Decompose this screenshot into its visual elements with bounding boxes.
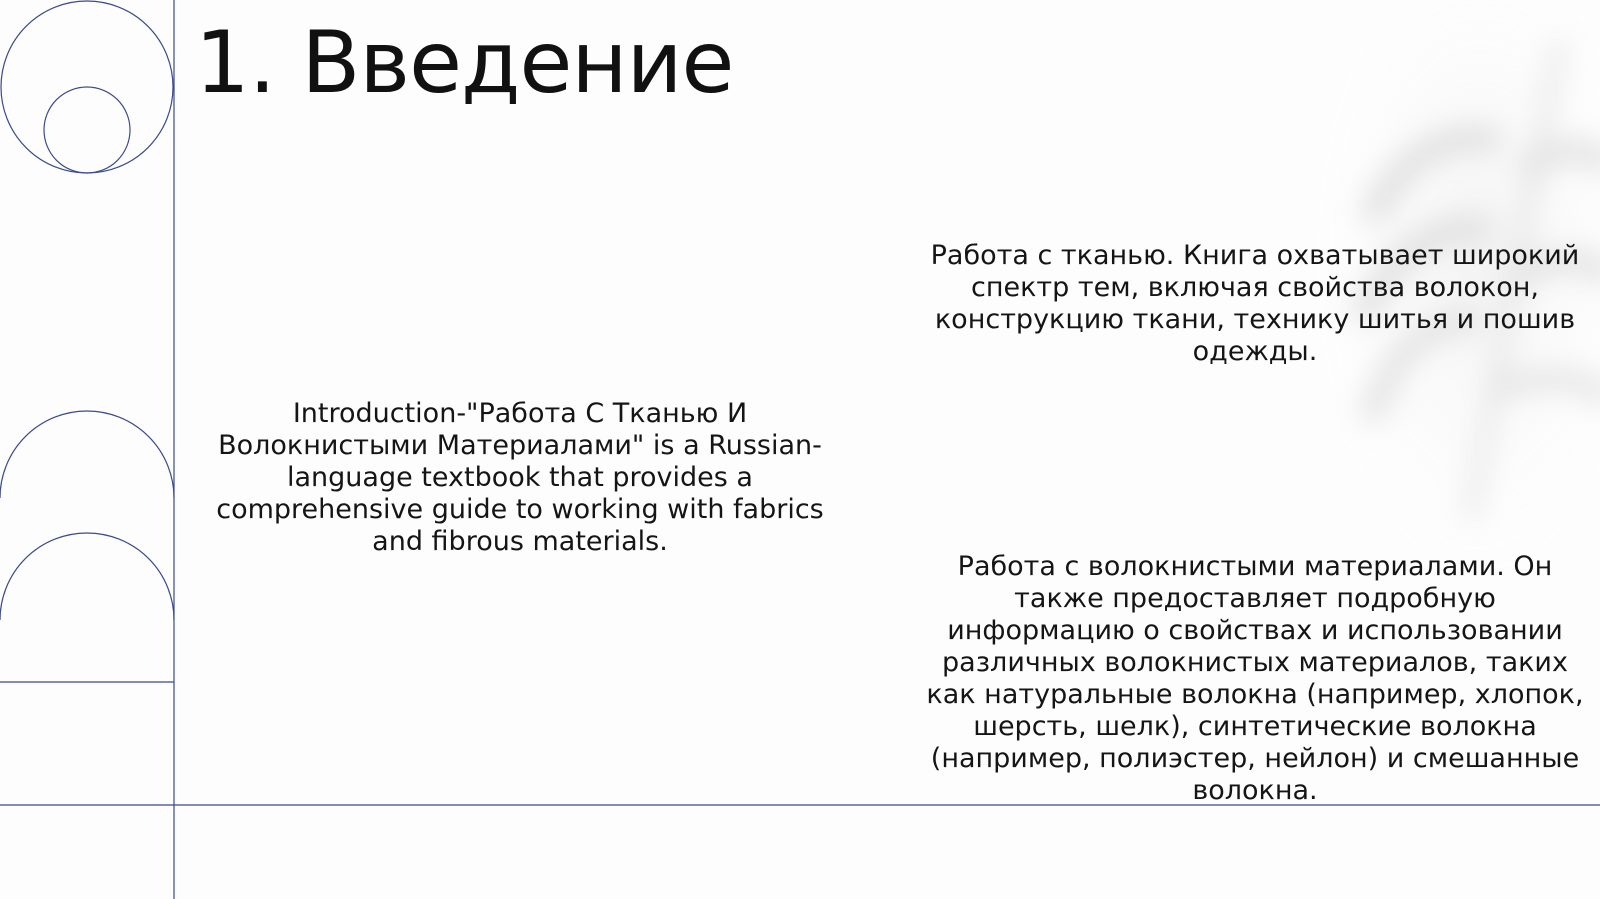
small-circle-outline <box>44 87 130 173</box>
fibers-paragraph: Работа с волокнистыми материалами. Он также предоставляет подробную информацию о свойствах и использовании различных волокнистых материалов, таких как натуральные волокна (например, хлопок, шерсть, шелк), синтетические волокна (например, полиэстер, нейлон) и смешанные волокна. <box>926 551 1584 806</box>
intro-paragraph: Introduction-"Работа С Тканью И Волокнистыми Материалами" is a Russian-language textbook that provides a comprehensive guide to working with fabrics and fibrous materials. <box>216 398 824 557</box>
lower-arch-outline <box>0 533 174 620</box>
slide-title: 1. Введение <box>195 13 734 113</box>
upper-arch-outline <box>0 411 174 498</box>
fabric-paragraph: Работа с тканью. Книга охватывает широкий спектр тем, включая свойства волокон, конструкцию ткани, технику шитья и пошив одежды. <box>930 240 1580 367</box>
